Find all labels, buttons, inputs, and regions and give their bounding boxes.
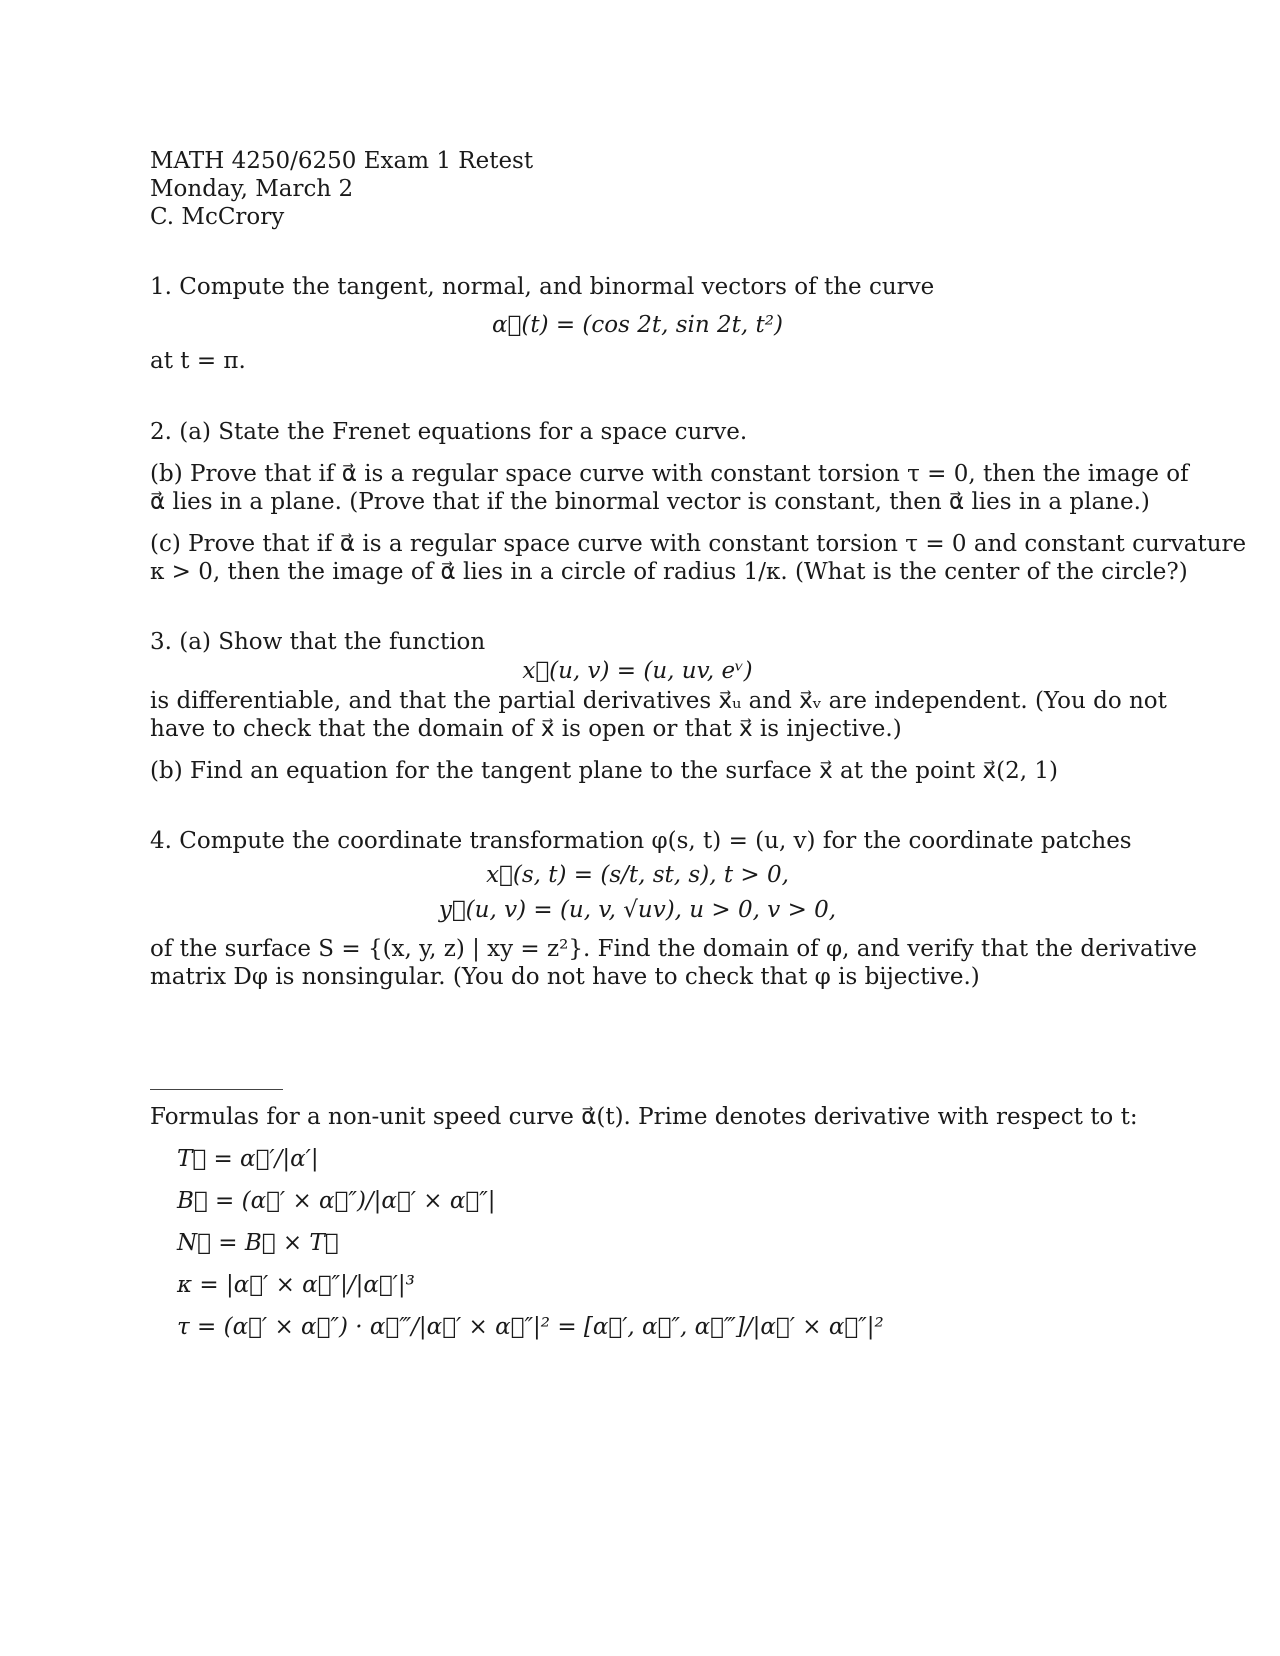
formula-tangent: T⃗ = α⃗′/|α′|	[177, 1146, 319, 1172]
question-3b: (b) Find an equation for the tangent plane to the surface x⃗ at the point x⃗(2, 1)	[150, 758, 1058, 784]
question-3-line-2: have to check that the domain of x⃗ is open or that x⃗ is injective.)	[150, 716, 902, 742]
instructor-name: C. McCrory	[150, 204, 285, 230]
question-2b-line-2: α⃗ lies in a plane. (Prove that if the binormal vector is constant, then α⃗ lies in a plane.)	[150, 489, 1150, 515]
formulas-intro: Formulas for a non-unit speed curve α⃗(t). Prime denotes derivative with respect to t:	[150, 1104, 1138, 1130]
section-divider	[150, 1089, 283, 1090]
question-2a: 2. (a) State the Frenet equations for a space curve.	[150, 419, 748, 445]
course-title: MATH 4250/6250 Exam 1 Retest	[150, 148, 534, 174]
formula-curvature: κ = |α⃗′ × α⃗″|/|α⃗′|³	[177, 1272, 415, 1298]
question-4-intro: 4. Compute the coordinate transformation φ(s, t) = (u, v) for the coordinate patches	[150, 828, 1132, 854]
question-3-formula: x⃗(u, v) = (u, uv, eᵛ)	[522, 658, 753, 684]
formula-torsion: τ = (α⃗′ × α⃗″) · α⃗‴/|α⃗′ × α⃗″|² = [α⃗′, α⃗″, α⃗‴]/|α⃗′ × α⃗″|²	[177, 1314, 884, 1340]
question-4-patch-2: y⃗(u, v) = (u, v, √uv), u > 0, v > 0,	[438, 897, 837, 923]
question-1-suffix: at t = π.	[150, 348, 246, 374]
question-4-line-2: matrix Dφ is nonsingular. (You do not have to check that φ is bijective.)	[150, 964, 980, 990]
question-3a: 3. (a) Show that the function	[150, 629, 486, 655]
question-1-intro: 1. Compute the tangent, normal, and binormal vectors of the curve	[150, 274, 935, 300]
question-2c-line-2: κ > 0, then the image of α⃗ lies in a circle of radius 1/κ. (What is the center of the circle?)	[150, 559, 1188, 585]
question-3-line-1: is differentiable, and that the partial derivatives x⃗ᵤ and x⃗ᵥ are independent. (You do not	[150, 688, 1167, 714]
question-4-patch-1: x⃗(s, t) = (s/t, st, s), t > 0,	[486, 862, 789, 888]
question-2c-line-1: (c) Prove that if α⃗ is a regular space curve with constant torsion τ = 0 and constant curvature	[150, 531, 1247, 557]
question-4-line-1: of the surface S = {(x, y, z) | xy = z²}. Find the domain of φ, and verify that the derivative	[150, 936, 1197, 962]
question-1-formula: α⃗(t) = (cos 2t, sin 2t, t²)	[492, 312, 783, 338]
exam-date: Monday, March 2	[150, 176, 354, 202]
formula-normal: N⃗ = B⃗ × T⃗	[177, 1230, 339, 1256]
question-2b-line-1: (b) Prove that if α⃗ is a regular space curve with constant torsion τ = 0, then the image of	[150, 461, 1189, 487]
formula-binormal: B⃗ = (α⃗′ × α⃗″)/|α⃗′ × α⃗″|	[177, 1188, 496, 1214]
